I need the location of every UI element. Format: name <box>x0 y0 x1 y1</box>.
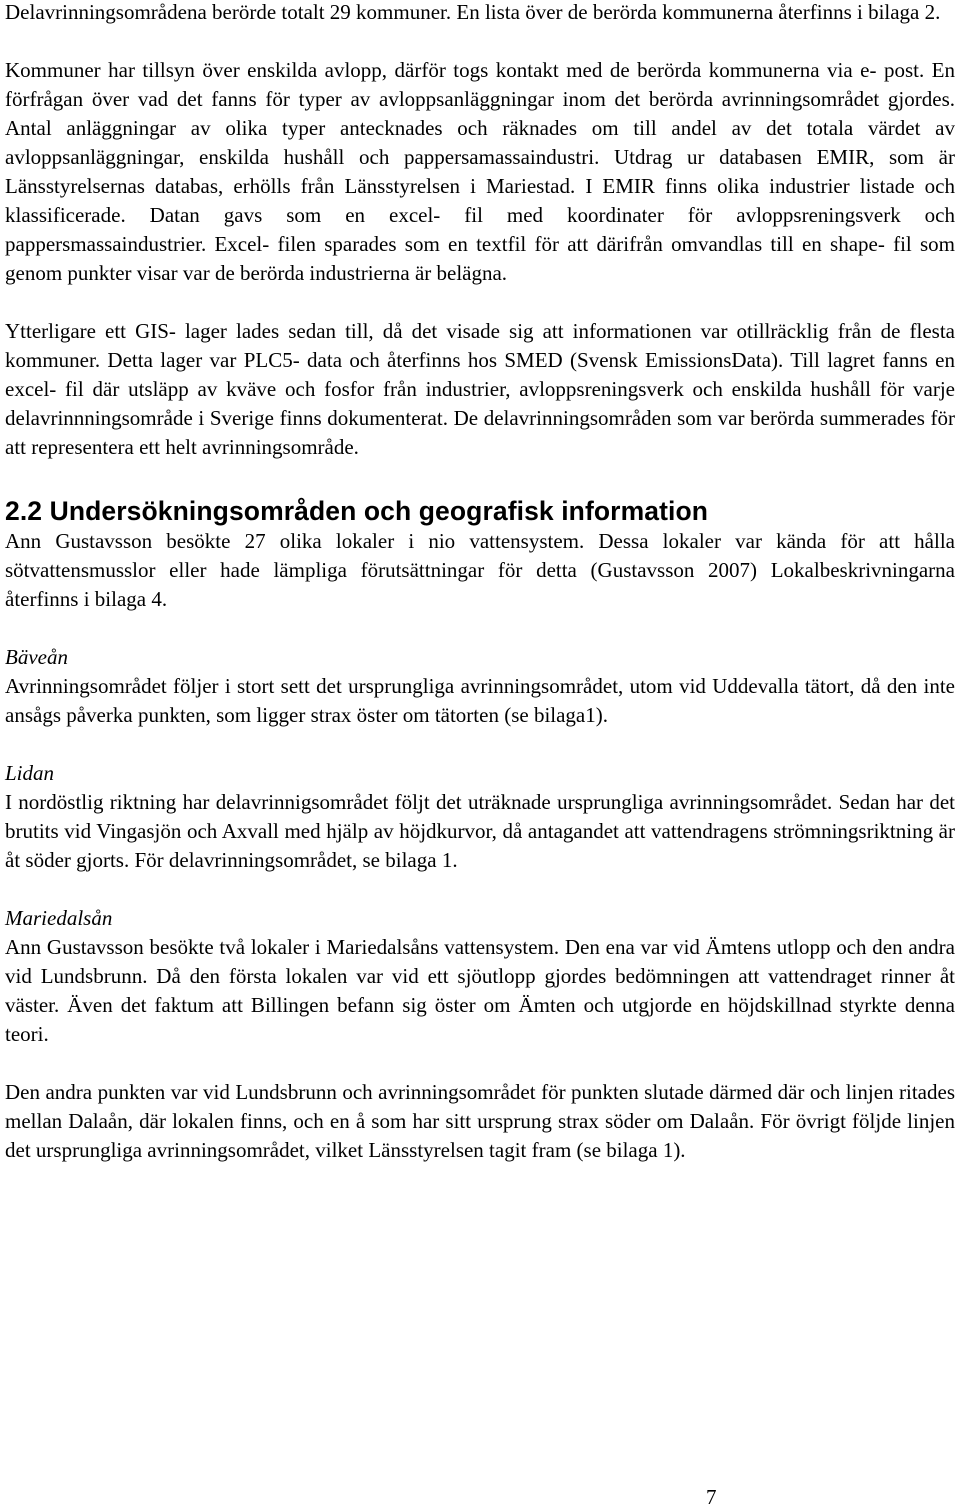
paragraph-gis-layer: Ytterligare ett GIS- lager lades sedan till, då det visade sig att informationen var otillräcklig från de flesta kommuner. Detta lager var PLC5- data och återfinns hos SMED (Svensk EmissionsData). Till lagret fanns en excel- fil där utsläpp av kväve och fosfor från industrier, avloppsreningsverk och enskilda hushåll för varje delavrinnningsområde i Sverige finns dokumenterat. De delavrinningsområden som var berörda summerades för att representera ett helt avrinningsområde. <box>5 319 955 459</box>
paragraph-baveaan: Avrinningsområdet följer i stort sett det ursprungliga avrinningsområdet, utom vid Uddevalla tätort, då den inte ansågs påverka punkten, som ligger strax öster om tätorten (se bilaga1). <box>5 674 955 727</box>
page-number: 7 <box>706 1485 717 1509</box>
section-intro: Ann Gustavsson besökte 27 olika lokaler i nio vattensystem. Dessa lokaler var kända för att hålla sötvattensmusslor eller hade lämpliga förutsättningar för detta (Gustavsson 2007) Lokalbeskrivningarna återfinns i bilaga 4. <box>5 529 955 611</box>
paragraph-mariedalsan-1: Ann Gustavsson besökte två lokaler i Mariedalsåns vattensystem. Den ena var vid Ämtens utlopp och den andra vid Lundsbrunn. Då den första lokalen var vid ett sjöutlopp gjordes bedömningen att vattendraget rinner åt väster. Även det faktum att Billingen befann sig öster om Ämten och utgjorde en höjdskillnad styrkte denna teori. <box>5 935 955 1046</box>
subheading-mariedalsan: Mariedalsån <box>5 906 113 930</box>
section-heading: 2.2 Undersökningsområden och geografisk information <box>5 496 709 526</box>
paragraph-municipalities: Delavrinningsområdena berörde totalt 29 kommuner. En lista över de berörda kommunerna återfinns i bilaga 2. <box>5 0 941 24</box>
paragraph-mariedalsan-2: Den andra punkten var vid Lundsbrunn och avrinningsområdet för punkten slutade därmed där och linjen ritades mellan Dalaån, där lokalen finns, och en å som har sitt ursprung strax söder om Dalaån. För övrigt följde linjen det ursprungliga avrinningsområdet, vilket Länsstyrelsen tagit fram (se bilaga 1). <box>5 1080 955 1162</box>
subheading-baveaan: Bäveån <box>5 645 68 669</box>
paragraph-lidan: I nordöstlig riktning har delavrinnigsområdet följt det uträknade ursprungliga avrinningsområdet. Sedan har det brutits vid Vingasjön och Axvall med hjälp av höjdkurvor, då antagandet att vattendragens strömningsriktning är åt söder gjorts. För delavrinningsområdet, se bilaga 1. <box>5 790 955 872</box>
subheading-lidan: Lidan <box>5 761 55 785</box>
document-page <box>5 0 955 1165</box>
paragraph-sewage-data: Kommuner har tillsyn över enskilda avlopp, därför togs kontakt med de berörda kommunerna via e- post. En förfrågan över vad det fanns för typer av avloppsanläggningar inom det berörda avrinningsområdet gjordes. Antal anläggningar av olika typer antecknades och räknades om till andel av det totala värdet av avloppsanläggningar, enskilda hushåll och pappersamassaindustri. Utdrag ur databasen EMIR, som är Länsstyrelsernas databas, erhölls från Länsstyrelsen i Mariestad. I EMIR finns olika industrier listade och klassificerade. Datan gavs som en excel- fil med koordinater för avloppsreningsverk och pappersmassaindustrier. Excel- filen sparades som en textfil för att därifrån omvandlas till en shape- fil som genom punkter visar var de berörda industrierna är belägna. <box>5 58 955 285</box>
